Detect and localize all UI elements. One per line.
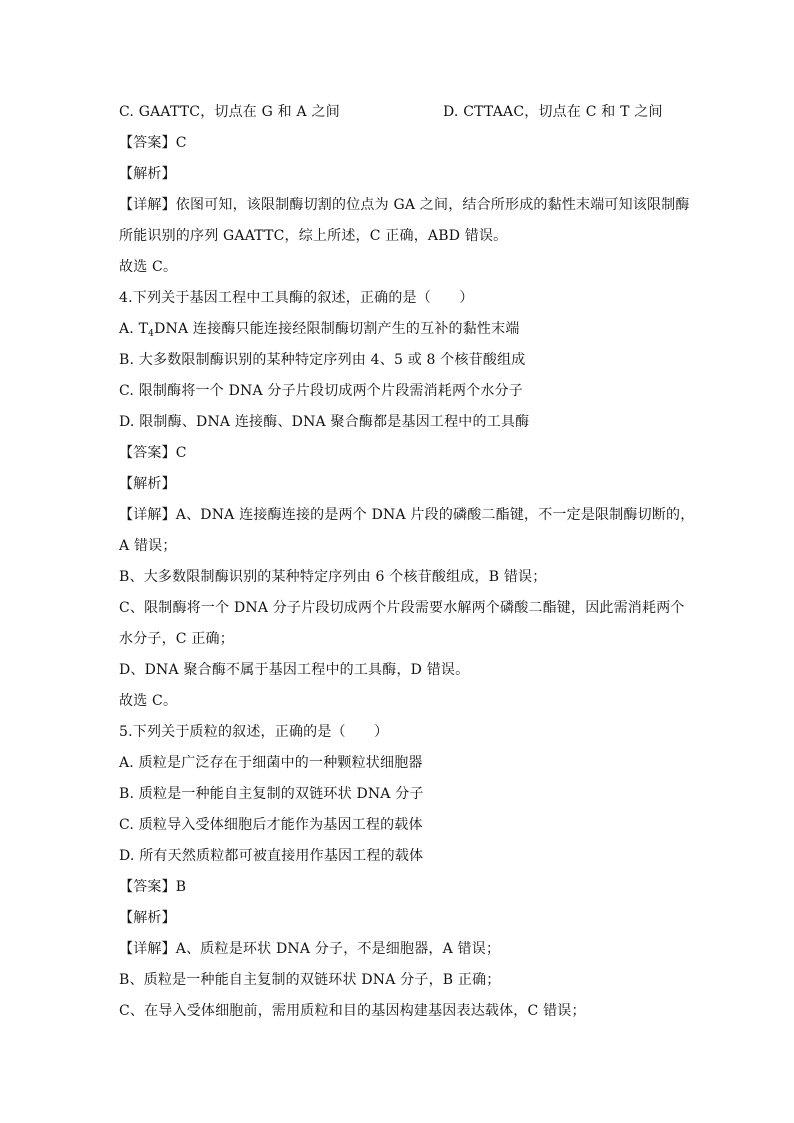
q4-option-a-subscript: 4 bbox=[148, 329, 155, 339]
q5-option-c: C. 质粒导入受体细胞后才能作为基因工程的载体 bbox=[119, 817, 423, 833]
q4-detail-line-4: C、限制酶将一个 DNA 分子片段切成两个片段需要水解两个磷酸二酯键，因此需消耗两个 bbox=[119, 600, 685, 616]
q4-detail-line-3: B、大多数限制酶识别的某种特定序列由 6 个核苷酸组成，B 错误； bbox=[119, 569, 547, 585]
q3-option-d: D. CTTAAC，切点在 C 和 T 之间 bbox=[443, 104, 663, 120]
q5-stem: 5.下列关于质粒的叙述，正确的是（ ） bbox=[119, 724, 389, 740]
q4-option-d: D. 限制酶、DNA 连接酶、DNA 聚合酶都是基因工程中的工具酶 bbox=[119, 414, 530, 430]
q4-detail-line-1: 【详解】A、DNA 连接酶连接的是两个 DNA 片段的磷酸二酯键，不一定是限制酶切断的， bbox=[119, 507, 695, 523]
q5-option-a: A. 质粒是广泛存在于细菌中的一种颗粒状细胞器 bbox=[119, 755, 423, 771]
q5-detail-line-3: C、在导入受体细胞前，需用质粒和目的基因构建基因表达载体，C 错误； bbox=[119, 1003, 586, 1019]
q5-option-d: D. 所有天然质粒都可被直接用作基因工程的载体 bbox=[119, 848, 424, 864]
q3-analysis-heading: 【解析】 bbox=[119, 166, 176, 182]
q3-option-c: C. GAATTC，切点在 G 和 A 之间 bbox=[119, 104, 340, 120]
q4-option-a-prefix: A. T bbox=[119, 321, 149, 337]
q5-detail-line-2: B、质粒是一种能自主复制的双链环状 DNA 分子，B 正确； bbox=[119, 972, 501, 988]
q3-detail-line-2: 所能识别的序列 GAATTC，综上所述，C 正确，ABD 错误。 bbox=[119, 228, 508, 244]
q3-detail-line-1: 【详解】依图可知，该限制酶切割的位点为 GA 之间，结合所形成的黏性末端可知该限制酶 bbox=[119, 197, 690, 213]
q4-option-c: C. 限制酶将一个 DNA 分子片段切成两个片段需消耗两个水分子 bbox=[119, 383, 523, 399]
q4-answer: 【答案】C bbox=[119, 445, 187, 461]
q5-option-b: B. 质粒是一种能自主复制的双链环状 DNA 分子 bbox=[119, 786, 424, 802]
q3-choose: 故选 C。 bbox=[119, 259, 178, 275]
q5-analysis-heading: 【解析】 bbox=[119, 910, 176, 926]
q5-detail-line-1: 【详解】A、质粒是环状 DNA 分子，不是细胞器，A 错误； bbox=[119, 941, 501, 957]
q4-option-b: B. 大多数限制酶识别的某种特定序列由 4、5 或 8 个核苷酸组成 bbox=[119, 352, 526, 368]
q4-analysis-heading: 【解析】 bbox=[119, 476, 176, 492]
q4-choose: 故选 C。 bbox=[119, 693, 178, 709]
q4-option-a bbox=[119, 319, 520, 339]
q4-option-a-text: DNA 连接酶只能连接经限制酶切割产生的互补的黏性末端 bbox=[154, 321, 520, 337]
q4-detail-line-6: D、DNA 聚合酶不属于基因工程中的工具酶，D 错误。 bbox=[119, 662, 470, 678]
q4-detail-line-5: 水分子，C 正确； bbox=[119, 631, 234, 647]
q5-answer: 【答案】B bbox=[119, 879, 187, 895]
q3-answer: 【答案】C bbox=[119, 135, 187, 151]
q4-detail-line-2: A 错误； bbox=[119, 538, 177, 554]
q4-stem: 4.下列关于基因工程中工具酶的叙述，正确的是（ ） bbox=[119, 290, 474, 306]
